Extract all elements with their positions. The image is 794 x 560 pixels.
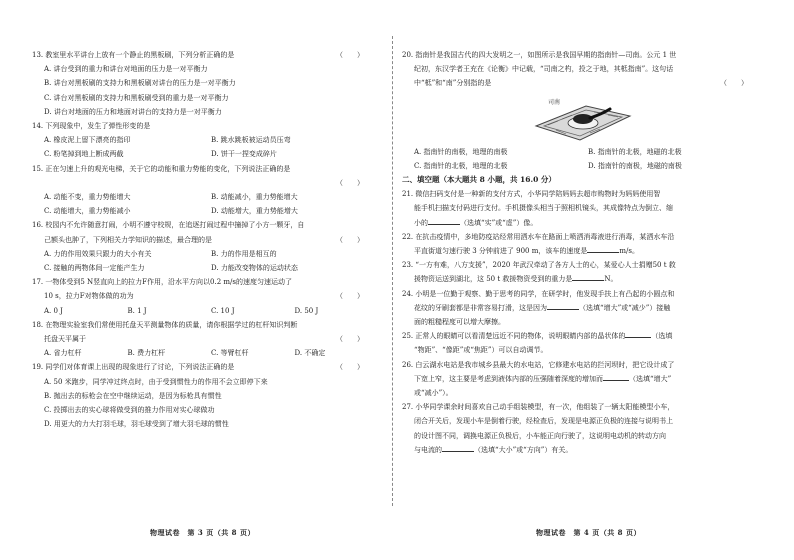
answer-paren: （ ）: [336, 178, 364, 187]
answer-blank[interactable]: [572, 272, 604, 281]
answer-blank[interactable]: [625, 329, 651, 338]
option: A. 橡皮泥上留下漂亮的指印: [44, 136, 131, 145]
option: C. 等臂杠杆: [211, 349, 249, 358]
option: D. 动能增大，重力势能增大: [211, 207, 298, 216]
question-15-paren-line: [32, 176, 378, 190]
left-column: [32, 48, 378, 431]
question-15: 15. 正在匀速上升的观光电梯，关于它的动能和重力势能的变化，下列说法正确的是: [32, 164, 291, 173]
option-row: [32, 247, 378, 261]
question-27: 27. 小华同学课余时间喜欢自己动手组装模型，有一次，他组装了一辆太阳能模型小车，: [402, 403, 675, 412]
option: A. 动能不变，重力势能增大: [44, 193, 131, 202]
question-17: 17. 一物体受到5 N竖直向上的拉力F作用，沿水平方向以0.2 m/s的速度匀速运动了: [32, 278, 292, 287]
sinan-compass-image: [528, 92, 636, 144]
option-row: [402, 145, 762, 159]
option: D. 指南针的南极，地磁的南极: [588, 161, 682, 170]
answer-paren: （ ）: [336, 235, 364, 244]
option: A. 指南针的南极，地理的南极: [414, 147, 508, 156]
option-row: [32, 346, 378, 360]
option: A. 省力杠杆: [44, 349, 82, 358]
question-stem-cont: “物距”、“像距”或“焦距”）可以自动调节。: [414, 346, 548, 355]
option-row: [32, 304, 378, 318]
question-23: 23. “一方有难，八方支援”，2020 年武汉牵动了各方人士的心，某爱心人士捐赠50 t 救: [402, 261, 676, 270]
figure-label: 司南: [548, 98, 561, 106]
question-stem-cont: 托盘天平属于 （ ）: [32, 332, 378, 346]
option: B. 动能减小，重力势能增大: [211, 193, 298, 202]
question-stem-cont: 或“减小”）。: [414, 389, 453, 398]
option: B. 费力杠杆: [127, 349, 166, 358]
left-page: [0, 0, 390, 560]
option: B. 1 J: [127, 306, 147, 315]
page-footer: 物理试卷 第 3 页（共 8 页）: [150, 528, 255, 537]
option: C. 指南针的北极，地理的北极: [414, 161, 508, 170]
answer-paren: （ ）: [336, 292, 364, 301]
option-row: [402, 159, 762, 173]
answer-paren: （ ）: [720, 79, 748, 88]
option: B. 跳水跳板被运动员压弯: [211, 136, 291, 145]
question-16: 16. 校园内不允许随意打闹，小明不遵守校规，在追逐打闹过程中撞掉了小方一颗牙，自: [32, 221, 305, 230]
question-stem: 校园内不允许随意打闹，小明不遵守校规，在追逐打闹过程中撞掉了小方一颗牙，自: [45, 221, 305, 230]
question-stem-cont: 小的 （选填“实”或“虚”）像。: [402, 216, 762, 230]
option: D. 用更大的力大打羽毛球，羽毛球受到了增大羽毛球的惯性: [44, 420, 229, 429]
option: D. 讲台对地面的压力和地面对讲台的支持力是一对平衡力: [44, 107, 222, 116]
option-row: [32, 204, 378, 218]
option: D. 不确定: [294, 349, 326, 358]
option: B. 指南针的北极，地磁的北极: [588, 147, 682, 156]
question-26: 26. 白云湖水电站是我市城乡县最大的水电站，它修建水电站的拦河坝时，把它设计成了: [402, 360, 675, 369]
page-footer: 物理试卷 第 4 页（共 8 页）: [536, 528, 641, 537]
question-stem-cont: 能手机扫描支付码进行支付。手机摄像头相当于照相机镜头，其成像特点为倒立、缩: [414, 204, 673, 213]
option: D. 50 J: [294, 306, 319, 315]
question-21: 21. 微信扫码支付是一种新的支付方式，小华同学陪妈妈去超市购物时为妈妈使用智: [402, 190, 661, 199]
answer-blank[interactable]: [587, 244, 619, 253]
option-row: [32, 261, 378, 275]
option: C. 投掷出去的实心球将做受到的推力作用对实心球做功: [44, 406, 215, 415]
answer-paren: （ ）: [336, 51, 364, 59]
question-18: 18. 在物理实验室我们常使用托盘天平测量物体的质量，请你根据学过的杠杆知识判断: [32, 320, 298, 329]
question-stem: 下列现象中，发生了弹性形变的是: [45, 122, 151, 131]
option-row: [32, 133, 378, 147]
answer-blank[interactable]: [603, 372, 629, 381]
question-stem-cont: 面的粗糙程度可以增大摩擦。: [414, 318, 505, 327]
question-stem-cont: 下宽上窄，这主要是考虑到液体内部的压强随着深度的增加而 （选填“增大”: [402, 372, 762, 386]
question-stem: 正在匀速上升的观光电梯，关于它的动能和重力势能的变化，下列说法正确的是: [45, 164, 291, 173]
question-stem-cont: 的设计图不同，调换电源正负极后，小车能正向行驶了，这说明电动机的转动方向: [414, 431, 666, 440]
option-row: [32, 190, 378, 204]
answer-blank[interactable]: [442, 443, 474, 452]
answer-paren: （ ）: [336, 335, 364, 344]
option: C. 接触的两物体间一定能产生力: [44, 264, 145, 273]
question-stem-cont: 10 s，拉力F对物体做的功为 （ ）: [32, 289, 378, 303]
question-stem-cont: 己额头也肿了，下列相关力学知识的描述，最合理的是 （ ）: [32, 233, 378, 247]
option: A. 力的作用效果只跟力的大小有关: [44, 249, 152, 258]
question-stem-cont: 平直街道匀速行驶 3 分钟前进了 900 m，该车的速度是 m/s。: [402, 244, 762, 258]
section-title: 二、填空题（本大题共 8 小题，共 16.0 分）: [402, 175, 556, 185]
option: A. 讲台受到的重力和讲台对地面的压力是一对平衡力: [44, 65, 208, 74]
question-stem: 指南针是我国古代的四大发明之一，如图所示是我国早期的指南针—司南。公元 1 世: [415, 51, 677, 59]
question-22: 22. 在抗击疫情中，多地防疫站经常用洒水车在路面上喷洒消毒液进行消毒，某洒水车沿: [402, 232, 675, 241]
question-14: 14. 下列现象中，发生了弹性形变的是: [32, 122, 151, 131]
question-13: 13. 教室里水平讲台上放有一个静止的黑板刷，下列分析正确的是 （ ）: [32, 48, 378, 62]
option: A. 0 J: [44, 306, 63, 315]
sinan-compass-figure: [402, 91, 762, 145]
option: B. 讲台对黑板刷的支持力和黑板刷对讲台的压力是一对平衡力: [44, 79, 236, 88]
option: B. 力的作用是相互的: [211, 249, 277, 258]
question-stem-cont: 中“柢”和“南”分别指的是 （ ）: [402, 76, 762, 90]
option: D. 力能改变物体的运动状态: [211, 264, 298, 273]
question-stem: 同学们对体育课上出现的现象进行了讨论，下列说法正确的是: [45, 363, 235, 372]
question-stem-cont: 纪初，东汉学者王充在《论衡》中记载，“司南之杓，投之于地，其柢指南”。这句话: [414, 65, 674, 74]
answer-blank[interactable]: [428, 216, 460, 225]
option: D. 饼干一捏变成碎片: [211, 150, 277, 159]
option: C. 动能增大，重力势能减小: [44, 207, 131, 216]
question-24: 24. 小明是一位勤于观察、勤于思考的同学，在研学时，他发现手扶上有凸起的小圆点和: [402, 289, 675, 298]
question-stem-cont: 援物资运送到湖北，这 50 t 救援物资受到的重力是 N。: [402, 272, 762, 286]
option-row: [32, 147, 378, 161]
question-stem-cont: 花纹的牙刷套都是非常容易打滑，这是因为 （选填“增大”或“减少”）接触: [402, 301, 762, 315]
right-page: [396, 0, 794, 560]
option: C. 10 J: [211, 306, 235, 315]
question-stem-cont: 与电流的 （选填“大小”或“方向”）有关。: [402, 443, 762, 457]
option: B. 抛出去的标枪会在空中继续运动，是因为标枪具有惯性: [44, 391, 222, 400]
question-stem-cont: 闭合开关后，发现小车是倒着行驶，经检查后，发现是电源正负极的连接与说明书上: [414, 417, 673, 426]
question-stem: 教室里水平讲台上放有一个静止的黑板刷，下列分析正确的是: [45, 51, 235, 59]
option: A. 50 米跑步，同学冲过终点时，由于受到惯性力的作用不会立即停下来: [44, 377, 268, 386]
question-stem: 一物体受到5 N竖直向上的拉力F作用，沿水平方向以0.2 m/s的速度匀速运动了: [45, 278, 292, 287]
question-25: 25. 正常人的眼睛可以看清楚远近不同的物体，说明眼睛内部的晶状体的 （选填: [402, 329, 762, 343]
right-column: [402, 48, 762, 457]
page-divider: [392, 36, 393, 506]
question-19: 19. 同学们对体育课上出现的现象进行了讨论，下列说法正确的是 （ ）: [32, 360, 378, 374]
question-20: 20. 指南针是我国古代的四大发明之一，如图所示是我国早期的指南针—司南。公元 1 世: [402, 51, 677, 59]
option: C. 粉笔掉到地上断成两截: [44, 150, 124, 159]
answer-paren: （ ）: [336, 363, 364, 372]
option: C. 讲台对黑板刷的支持力和黑板刷受到的重力是一对平衡力: [44, 93, 229, 102]
question-stem: 在物理实验室我们常使用托盘天平测量物体的质量，请你根据学过的杠杆知识判断: [45, 320, 298, 329]
answer-blank[interactable]: [547, 301, 579, 310]
